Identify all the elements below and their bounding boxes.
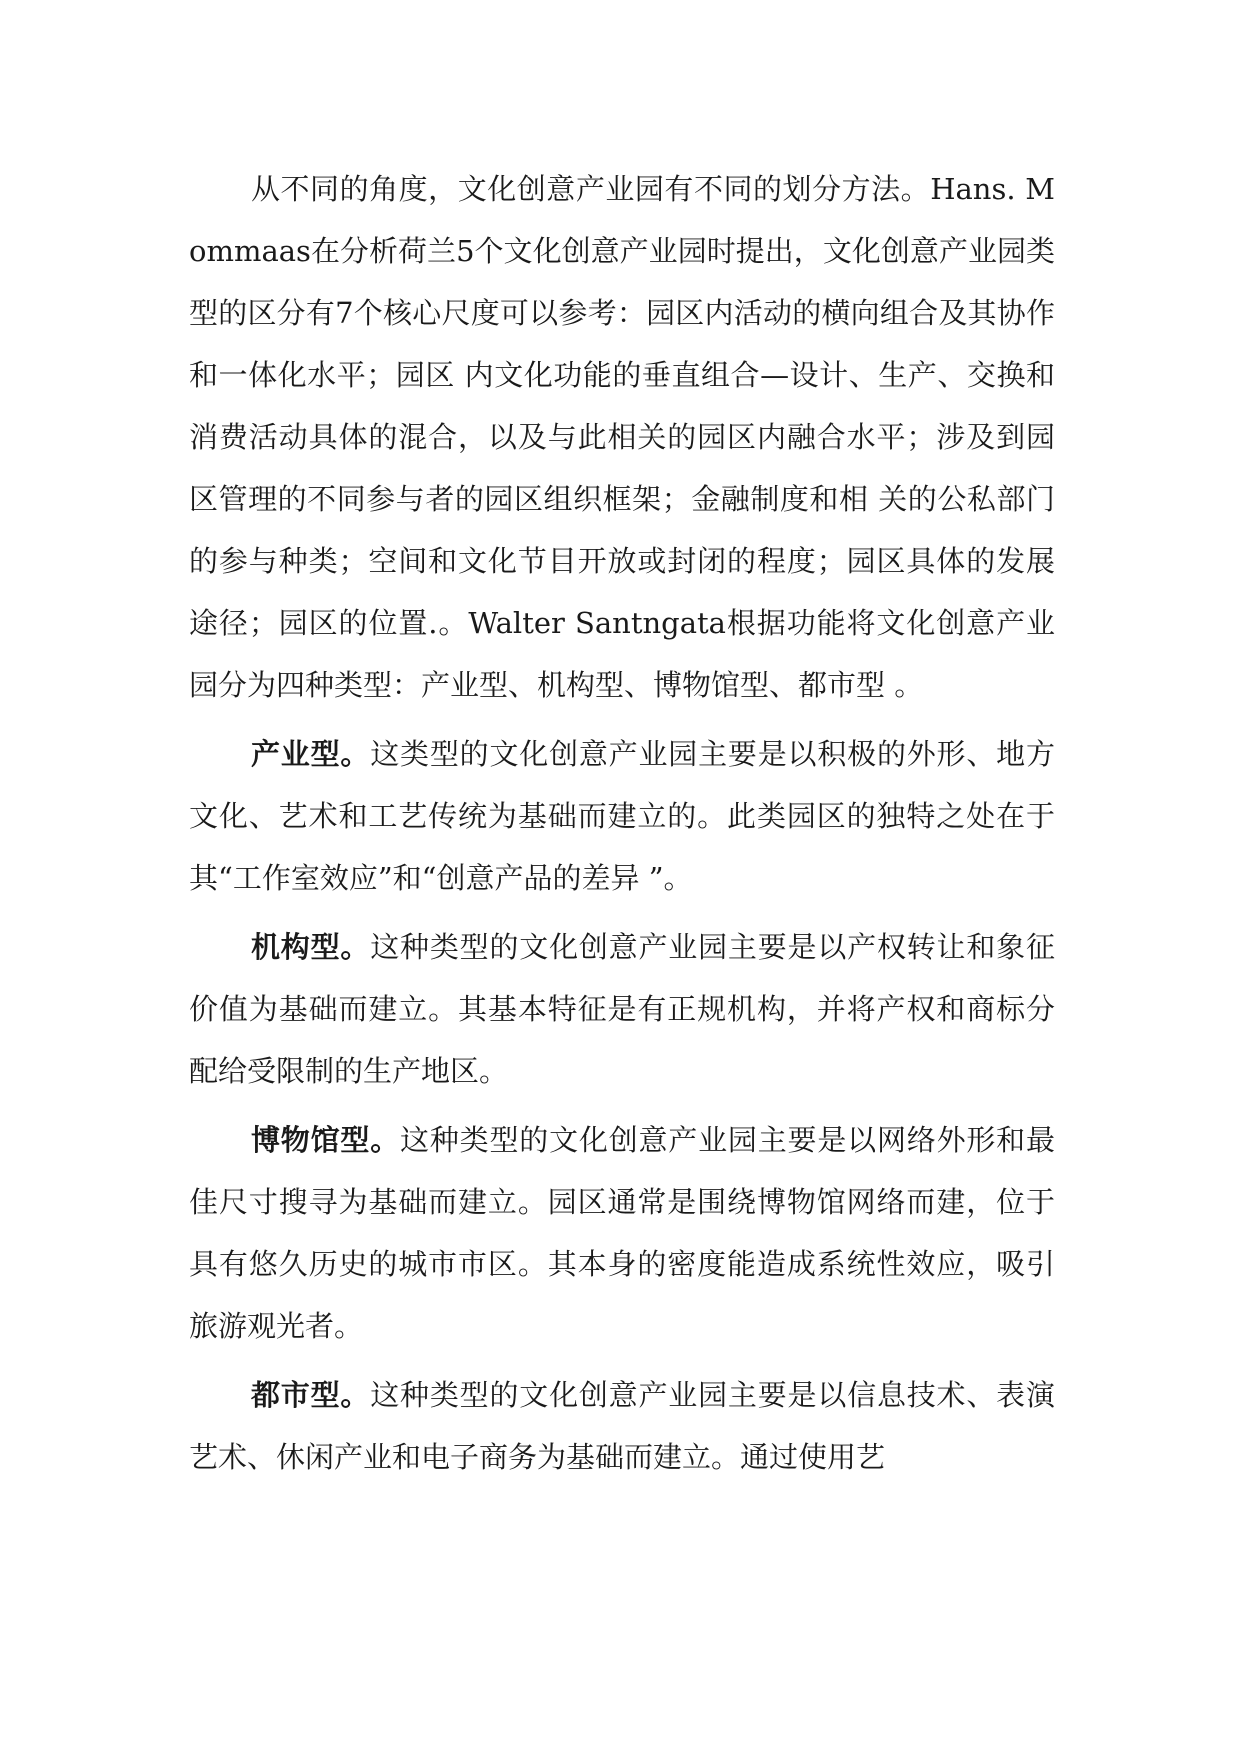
metropolitan-type-term: 都市型。 <box>251 1378 371 1412</box>
museum-type-term: 博物馆型。 <box>251 1123 401 1157</box>
industrial-type-paragraph <box>189 723 1055 909</box>
institutional-type-text: 这种类型的文化创意产业园主要是以产权转让和象征价值为基础而建立。其基本特征是有正规机构，并将产权和商标分配给受限制的生产地区。 <box>189 930 1055 1088</box>
body-text <box>189 158 1055 1488</box>
intro-paragraph: 从不同的角度，文化创意产业园有不同的划分方法。Hans. Mommaas在分析荷兰5个文化创意产业园时提出，文化创意产业园类型的区分有7个核心尺度可以参考：园区内活动的横向组合及其协作和一体化水平；园区 内文化功能的垂直组合—设计、生产、交换和消费活动具体的混合，以及与此相关的园区内融合水平；涉及到园区管理的不同参与者的园区组织框架；金融制度和相 关的公私部门的参与种类；空间和文化节目开放或封闭的程度；园区具体的发展途径；园区的位置.。Walter Santngata根据功能将文化创意产业园分为四种类型：产业型、机构型、博物馆型、都市型 。 <box>189 172 1055 702</box>
museum-type-paragraph <box>189 1109 1055 1357</box>
institutional-type-paragraph <box>189 916 1055 1102</box>
industrial-type-term: 产业型。 <box>251 737 371 771</box>
institutional-type-term: 机构型。 <box>251 930 371 964</box>
metropolitan-type-text: 这种类型的文化创意产业园主要是以信息技术、表演艺术、休闲产业和电子商务为基础而建立。通过使用艺 <box>189 1378 1055 1474</box>
industrial-type-text: 这类型的文化创意产业园主要是以积极的外形、地方文化、艺术和工艺传统为基础而建立的。此类园区的独特之处在于其“工作室效应”和“创意产品的差异 ”。 <box>189 737 1055 895</box>
metropolitan-type-paragraph <box>189 1364 1055 1488</box>
museum-type-text: 这种类型的文化创意产业园主要是以网络外形和最佳尺寸搜寻为基础而建立。园区通常是围绕博物馆网络而建，位于具有悠久历史的城市市区。其本身的密度能造成系统性效应，吸引旅游观光者。 <box>189 1123 1055 1343</box>
